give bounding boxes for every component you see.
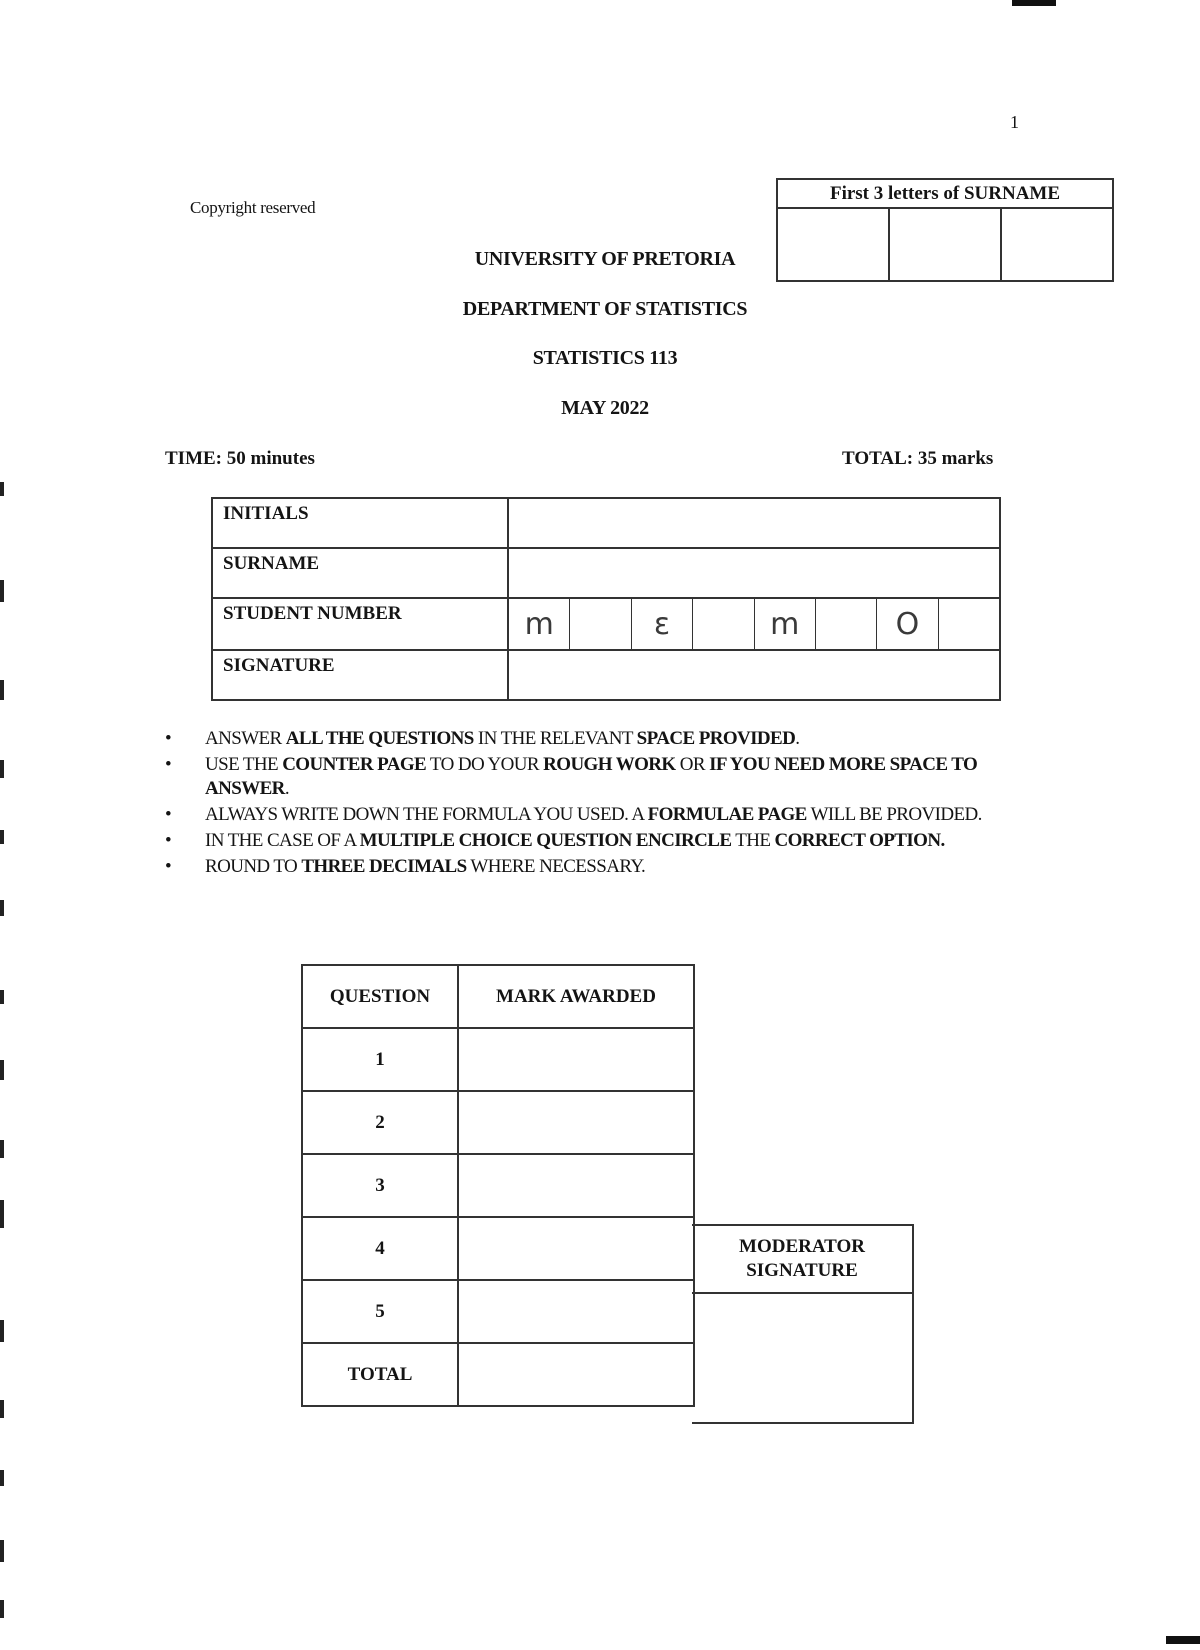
exam-total: TOTAL: 35 marks	[842, 448, 994, 469]
scan-edge-dash	[0, 680, 4, 700]
instruction-item: • IN THE CASE OF A MULTIPLE CHOICE QUESTION ENCIRCLE THE CORRECT OPTION.	[165, 829, 1045, 853]
table-row	[302, 1280, 694, 1343]
surname-field[interactable]	[508, 548, 1000, 598]
scan-edge-dash	[0, 900, 4, 916]
copyright-notice: Copyright reserved	[190, 198, 316, 217]
table-row	[302, 1343, 694, 1406]
instruction-item: • ANSWER ALL THE QUESTIONS IN THE RELEVANT SPACE PROVIDED.	[165, 727, 1045, 751]
student-number-digit[interactable]	[816, 599, 877, 649]
table-header-row	[302, 965, 694, 1028]
table-row	[212, 498, 1000, 548]
handwritten-digit: m	[524, 606, 554, 642]
course-title: STATISTICS 113	[532, 347, 678, 369]
moderator-signature-box	[692, 1224, 914, 1424]
surname-letter-cell[interactable]	[890, 209, 1002, 282]
question-number: 2	[302, 1091, 458, 1154]
marks-table	[301, 964, 695, 1407]
initials-field[interactable]	[508, 498, 1000, 548]
exam-date: MAY 2022	[561, 397, 649, 419]
scan-edge-dash	[0, 1400, 4, 1418]
scan-edge-dash	[0, 580, 4, 602]
scan-edge-dash	[0, 1320, 4, 1342]
scan-edge-dash	[0, 1600, 4, 1618]
instruction-item: • ROUND TO THREE DECIMALS WHERE NECESSARY.	[165, 855, 1045, 879]
instruction-item: • USE THE COUNTER PAGE TO DO YOUR ROUGH WORK OR IF YOU NEED MORE SPACE TO ANSWER.	[165, 753, 1045, 801]
mark-awarded-cell[interactable]	[458, 1154, 694, 1217]
handwritten-digit: ε	[653, 606, 671, 642]
question-column-header: QUESTION	[302, 965, 458, 1028]
table-row	[302, 1154, 694, 1217]
scan-edge-dash	[0, 1200, 4, 1228]
table-row	[212, 598, 1000, 650]
instructions-list	[165, 727, 1045, 881]
question-number: 4	[302, 1217, 458, 1280]
signature-field[interactable]	[508, 650, 1000, 700]
total-mark-cell[interactable]	[458, 1343, 694, 1406]
scan-edge-dash	[0, 1140, 4, 1158]
handwritten-digit: O	[895, 606, 920, 642]
student-number-digit[interactable]	[570, 599, 631, 649]
scan-edge-dash	[0, 1470, 4, 1486]
scan-artifact-bottom	[1166, 1636, 1200, 1644]
signature-label: SIGNATURE	[212, 650, 508, 700]
mark-awarded-cell[interactable]	[458, 1028, 694, 1091]
instruction-item: • ALWAYS WRITE DOWN THE FORMULA YOU USED. A FORMULAE PAGE WILL BE PROVIDED.	[165, 803, 1045, 827]
student-number-label: STUDENT NUMBER	[212, 598, 508, 650]
mark-awarded-cell[interactable]	[458, 1217, 694, 1280]
question-number: 1	[302, 1028, 458, 1091]
department-title: DEPARTMENT OF STATISTICS	[462, 298, 748, 320]
student-number-digit[interactable]	[509, 599, 570, 649]
surname-label: SURNAME	[212, 548, 508, 598]
moderator-signature-field[interactable]	[692, 1294, 912, 1424]
surname-box-header: First 3 letters of SURNAME	[778, 180, 1112, 209]
table-row	[302, 1217, 694, 1280]
student-number-digit[interactable]	[755, 599, 816, 649]
scan-edge-dash	[0, 482, 4, 496]
handwritten-digit: m	[770, 606, 800, 642]
student-number-digit[interactable]	[877, 599, 938, 649]
scan-edge-dash	[0, 990, 4, 1004]
student-number-field	[508, 598, 1000, 650]
mark-awarded-cell[interactable]	[458, 1280, 694, 1343]
surname-letter-cell[interactable]	[778, 209, 890, 282]
exam-time: TIME: 50 minutes	[165, 448, 315, 469]
table-row	[302, 1028, 694, 1091]
scan-edge-dash	[0, 760, 4, 778]
student-number-digit[interactable]	[693, 599, 754, 649]
table-row	[212, 548, 1000, 598]
scan-edge-dash	[0, 1540, 4, 1562]
question-number: 3	[302, 1154, 458, 1217]
mark-awarded-column-header: MARK AWARDED	[458, 965, 694, 1028]
student-number-digit[interactable]	[632, 599, 693, 649]
university-title: UNIVERSITY OF PRETORIA	[474, 248, 736, 270]
scan-artifact-top	[1012, 0, 1056, 6]
scan-edge-dash	[0, 1060, 4, 1080]
page-number: 1	[1010, 112, 1019, 132]
initials-label: INITIALS	[212, 498, 508, 548]
question-number: 5	[302, 1280, 458, 1343]
moderator-signature-header: MODERATOR SIGNATURE	[692, 1226, 912, 1294]
mark-awarded-cell[interactable]	[458, 1091, 694, 1154]
total-label: TOTAL	[302, 1343, 458, 1406]
table-row	[212, 650, 1000, 700]
student-info-table	[211, 497, 1001, 701]
table-row	[302, 1091, 694, 1154]
scan-edge-dash	[0, 830, 4, 844]
surname-letter-cell[interactable]	[1002, 209, 1112, 282]
student-number-digit[interactable]	[939, 599, 999, 649]
